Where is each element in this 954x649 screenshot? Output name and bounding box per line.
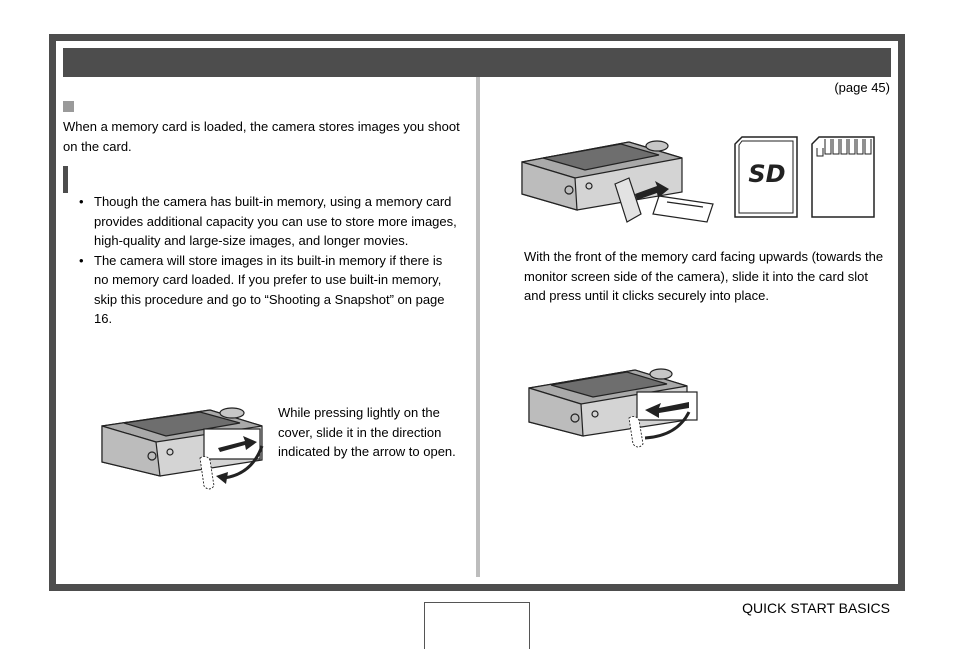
camera-close-cover-illustration (525, 360, 705, 455)
column-divider (476, 77, 480, 577)
step-open-text: While pressing lightly on the cover, slide it in the direction indicated by the arrow to open. (278, 405, 456, 459)
page-number-box (424, 602, 530, 649)
subheading-square-icon (63, 101, 74, 112)
note-item-2: • The camera will store images in its built-in memory if there is no memory card loaded. If you prefer to use built-in memory, skip this procedure and go to “Shooting a Snapshot” on page 16. (76, 251, 458, 329)
step-insert-text: With the front of the memory card facing upwards (towards the monitor screen side of the camera), slide it into the card slot and press until it clicks securely into place. (524, 249, 884, 303)
notes-list (76, 192, 458, 329)
note-item-1: • Though the camera has built-in memory, using a memory card provides additional capacity you can use to store more images, high-quality and large-size images, and longer movies. (76, 192, 458, 251)
camera-insert-card-illustration (517, 134, 722, 232)
footer-section-label: QUICK START BASICS (742, 600, 890, 616)
page-reference: (page 45) (834, 80, 890, 95)
camera-open-cover-illustration (90, 396, 270, 501)
sd-card-back-icon (811, 136, 875, 218)
sd-logo: SD (748, 160, 786, 188)
section-title-bar (63, 48, 891, 77)
note-marker-bar (63, 166, 68, 193)
intro-text: When a memory card is loaded, the camera stores images you shoot on the card. (63, 119, 460, 154)
